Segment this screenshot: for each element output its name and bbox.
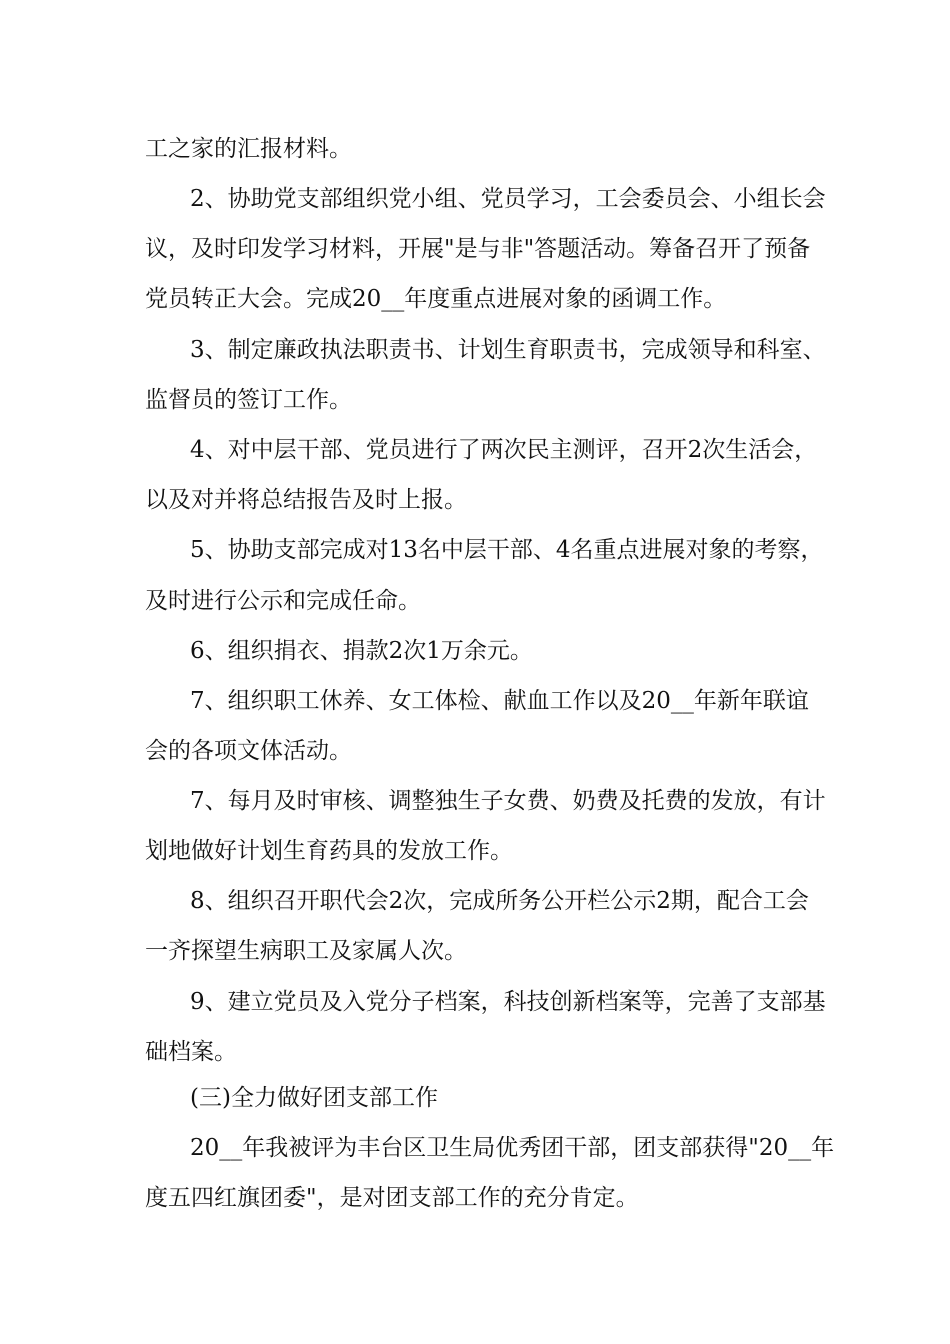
paragraph-line: 5、协助支部完成对13名中层干部、4名重点进展对象的考察， bbox=[190, 537, 824, 563]
paragraph-line: 础档案。 bbox=[145, 1039, 237, 1065]
paragraph-line: 一齐探望生病职工及家属人次。 bbox=[145, 938, 467, 964]
paragraph-line: 党员转正大会。完成20__年度重点进展对象的函调工作。 bbox=[145, 286, 727, 312]
paragraph-line: 议，及时印发学习材料，开展"是与非"答题活动。筹备召开了预备 bbox=[145, 236, 811, 262]
paragraph-line: 工之家的汇报材料。 bbox=[145, 136, 352, 162]
paragraph-line: 4、对中层干部、党员进行了两次民主测评，召开2次生活会， bbox=[190, 437, 818, 463]
section-heading: (三)全力做好团支部工作 bbox=[190, 1085, 438, 1111]
paragraph-line: 7、组织职工休养、女工体检、献血工作以及20__年新年联谊 bbox=[190, 688, 809, 714]
paragraph-line: 7、每月及时审核、调整独生子女费、奶费及托费的发放，有计 bbox=[190, 788, 826, 814]
paragraph-line: 监督员的签订工作。 bbox=[145, 387, 352, 413]
paragraph-line: 3、制定廉政执法职责书、计划生育职责书，完成领导和科室、 bbox=[190, 337, 826, 363]
paragraph-line: 会的各项文体活动。 bbox=[145, 738, 352, 764]
paragraph-line: 9、建立党员及入党分子档案，科技创新档案等，完善了支部基 bbox=[190, 989, 826, 1015]
paragraph-line: 以及对并将总结报告及时上报。 bbox=[145, 487, 467, 513]
paragraph-line: 度五四红旗团委"，是对团支部工作的充分肯定。 bbox=[145, 1185, 639, 1211]
paragraph-line: 20__年我被评为丰台区卫生局优秀团干部，团支部获得"20__年 bbox=[190, 1135, 835, 1161]
paragraph-line: 及时进行公示和完成任命。 bbox=[145, 588, 421, 614]
paragraph-line: 8、组织召开职代会2次，完成所务公开栏公示2期，配合工会 bbox=[190, 888, 809, 914]
paragraph-line: 2、协助党支部组织党小组、党员学习，工会委员会、小组长会 bbox=[190, 186, 826, 212]
paragraph-line: 划地做好计划生育药具的发放工作。 bbox=[145, 838, 513, 864]
paragraph-line: 6、组织捐衣、捐款2次1万余元。 bbox=[190, 638, 533, 664]
